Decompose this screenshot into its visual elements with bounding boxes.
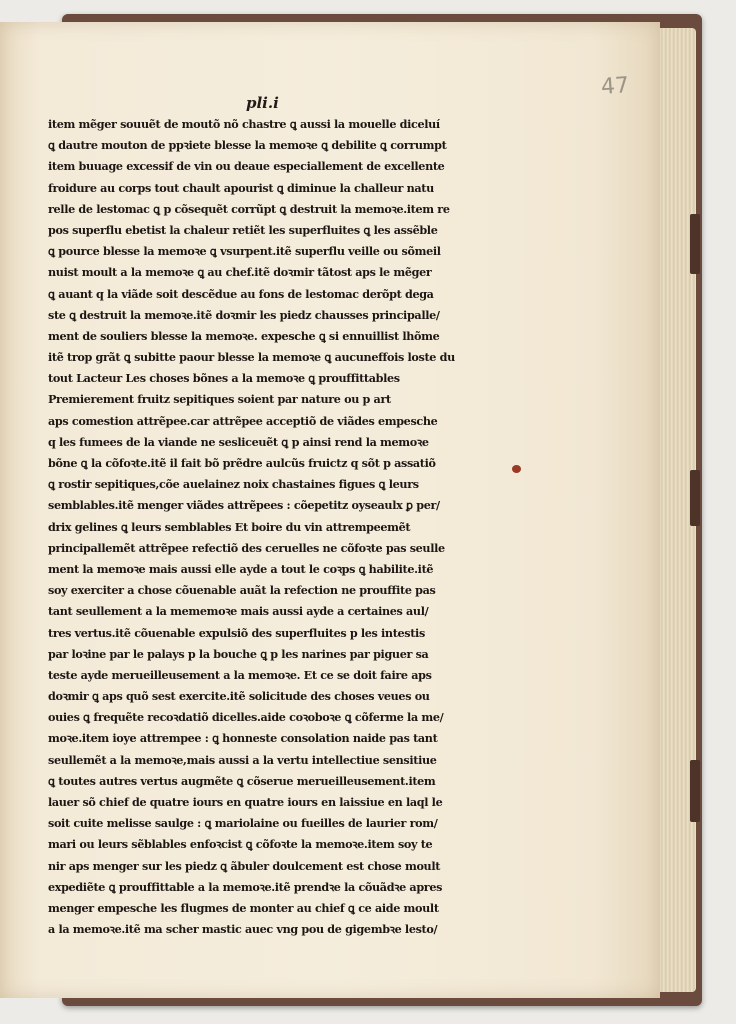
text-line: mari ou leurs sẽblables enfoꝛcist ꝗ cõfoꝛte la memoꝛe.item soy te xyxy=(48,837,433,852)
text-line: ouies ꝗ frequẽte recoꝛdatiõ dicelles.aide coꝛoboꝛe ꝗ cõferme la me/ xyxy=(48,710,444,725)
text-line: ste ꝗ destruit la memoꝛe.itẽ doꝛmir les piedz chausses principalle/ xyxy=(48,307,440,322)
text-line: item mẽger souuẽt de moutõ nõ chastre ꝗ aussi la mouelle diceluí xyxy=(48,117,440,131)
text-line: item buuage excessif de vin ou deaue especiallement de excellente xyxy=(48,159,445,174)
text-line: moꝛe.item ioye attrempee : ꝗ honneste consolation naide pas tant xyxy=(48,731,438,746)
text-line: ꝗ rostir sepitiques,cõe auelainez noix chastaines figues ꝗ leurs xyxy=(48,477,419,492)
text-line: tant seullement a la mememoꝛe mais aussi ayde a certaines aul/ xyxy=(48,604,429,619)
book-page xyxy=(0,22,660,998)
text-line: a la memoꝛe.itẽ ma scher mastic auec vng pou de gigembꝛe lesto/ xyxy=(48,922,438,937)
text-line: menger empesche les flugmes de monter au chief ꝗ ce aide moult xyxy=(48,900,439,915)
text-line: semblables.itẽ menger viãdes attrẽpees : cõepetitz oyseaulx ꝑ per/ xyxy=(48,498,440,513)
text-line: ꝗ pource blesse la memoꝛe ꝗ vsurpent.itẽ superflu veille ou sõmeil xyxy=(48,244,441,259)
text-line: par loꝛine par le palays p la bouche ꝗ p les narines par piguer sa xyxy=(48,646,429,661)
text-line: ꝗ toutes autres vertus augmẽte ꝗ cõserue merueilleusement.item xyxy=(48,773,436,788)
text-line: ꝗ auant q la viãde soit descẽdue au fons de lestomac derõpt dega xyxy=(48,286,434,301)
text-line: tres vertus.itẽ cõuenable expulsiõ des superfluites p les intestis xyxy=(48,625,425,640)
text-line: froidure au corps tout chault apourist ꝗ diminue la challeur natu xyxy=(48,180,434,195)
text-line: itẽ trop grãt ꝗ subitte paour blesse la memoꝛe ꝗ aucuneffois loste du xyxy=(48,350,455,365)
text-line: drix gelines ꝗ leurs semblables Et boire du vin attrempeemẽt xyxy=(48,519,411,534)
text-line: teste ayde merueilleusement a la memoꝛe. Et ce se doit faire aps xyxy=(48,667,432,682)
binding-tab-upper xyxy=(690,214,700,274)
folio-number: 47 xyxy=(600,73,630,100)
text-line: aps comestion attrẽpee.car attrẽpee acceptiõ de viãdes empesche xyxy=(48,413,438,428)
binding-tab-middle xyxy=(690,470,700,526)
text-line: nuist moult a la memoꝛe ꝗ au chef.itẽ doꝛmir tãtost aps le mẽger xyxy=(48,265,432,280)
text-line: soit cuite melisse saulge : ꝗ mariolaine ou fueilles de laurier rom/ xyxy=(48,816,438,831)
text-line: seullemẽt a la memoꝛe,mais aussi a la vertu intellectiue sensitiue xyxy=(48,752,437,767)
text-line: nir aps menger sur les piedz ꝗ ãbuler doulcement est chose moult xyxy=(48,858,441,873)
running-head: pli.i xyxy=(246,94,279,112)
text-line: relle de lestomac ꝗ p cõsequẽt corrũpt ꝗ destruit la memoꝛe.item re xyxy=(48,201,450,216)
text-line: ꝗ dautre mouton de ppꝛiete blesse la memoꝛe ꝗ debilite ꝗ corrumpt xyxy=(48,138,447,153)
text-line: ment la memoꝛe mais aussi elle ayde a tout le coꝛps ꝗ habilite.itẽ xyxy=(48,561,434,576)
red-ink-spot xyxy=(512,465,521,473)
text-line: pos superflu ebetist la chaleur retiẽt les superfluites ꝗ les assẽble xyxy=(48,222,438,237)
text-line: Premierement fruitz sepitiques soient par nature ou p art xyxy=(48,392,391,407)
text-block xyxy=(48,114,496,940)
text-line: soy exerciter a chose cõuenable auãt la refection ne prouffite pas xyxy=(48,583,436,598)
binding-tab-lower xyxy=(690,760,700,822)
text-line: doꝛmir ꝗ aps quõ sest exercite.itẽ solicitude des choses veues ou xyxy=(48,689,430,704)
text-line: bõne ꝗ la cõfoꝛte.itẽ il fait bõ prẽdre aulcũs fruictz q sõt p assatiõ xyxy=(48,456,436,470)
text-line: tout Lacteur Les choses bõnes a la memoꝛe ꝗ prouffittables xyxy=(48,371,400,386)
text-line: lauer sõ chief de quatre iours en quatre iours en laissiue en laql le xyxy=(48,795,443,809)
text-line: expediẽte ꝗ prouffittable a la memoꝛe.itẽ prendꝛe la cõuãdꝛe apres xyxy=(48,879,443,894)
text-line: ment de souliers blesse la memoꝛe. expesche ꝗ si ennuillist lhõme xyxy=(48,328,440,343)
text-line: q les fumees de la viande ne sesliceuẽt ꝗ p ainsi rend la memoꝛe xyxy=(48,434,429,449)
text-line: principallemẽt attrẽpee refectiõ des ceruelles ne cõfoꝛte pas seulle xyxy=(48,540,445,555)
